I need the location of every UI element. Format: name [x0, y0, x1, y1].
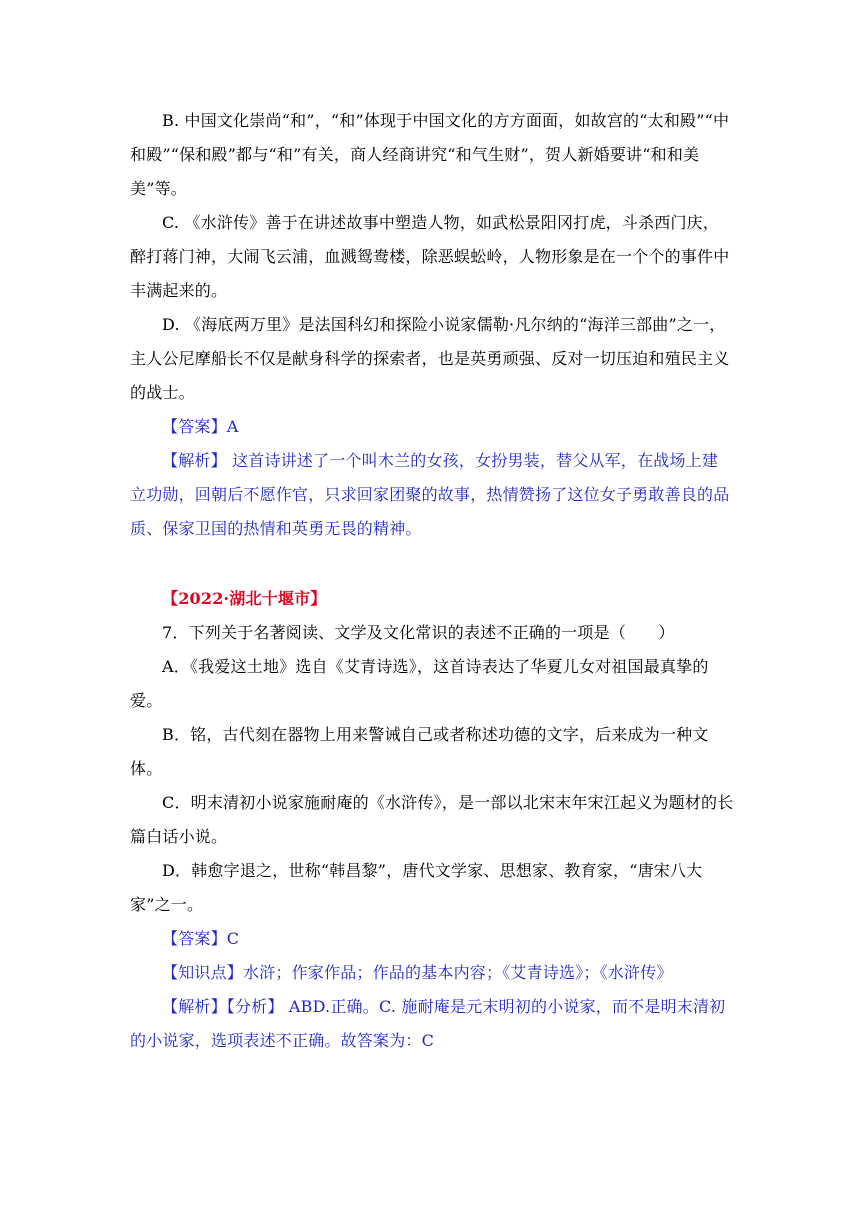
question-analysis-text: 【解析】【分析】 ABD.正确。C. 施耐庵是元末明初的小说家，而不是明末清初的小说家，选项表述不正确。故答案为：C	[130, 997, 726, 1050]
question-answer-line: 【答案】C	[162, 929, 240, 948]
knowledge-points: 【知识点】水浒；作家作品；作品的基本内容；《艾青诗选》；《水浒传》	[162, 963, 673, 982]
question-option-d: D．韩愈字退之，世称“韩昌黎”，唐代文学家、思想家、教育家，“唐宋八大家”之一。	[130, 861, 703, 914]
question-option-c: C．明末清初小说家施耐庵的《水浒传》，是一部以北宋末年宋江起义为题材的长篇白话小说。	[130, 793, 734, 846]
option-d-text: D. 《海底两万里》是法国科幻和探险小说家儒勒·凡尔纳的“海洋三部曲”之一，主人公尼摩船长不仅是献身科学的探索者，也是英勇顽强、反对一切压迫和殖民主义的战士。	[130, 315, 730, 402]
question-option-a: A．《我爱这土地》选自《艾青诗选》，这首诗表达了华夏儿女对祖国最真挚的爱。	[130, 657, 709, 710]
document-content	[130, 104, 734, 1058]
analysis-text: 【解析】 这首诗讲述了一个叫木兰的女孩，女扮男装，替父从军，在战场上建立功勋，回朝后不愿作官，只求回家团聚的故事，热情赞扬了这位女子勇敢善良的品质、保家卫国的热情和英勇无畏的精神。	[130, 451, 730, 538]
question-stem: 7．下列关于名著阅读、文学及文化常识的表述不正确的一项是（ ）	[162, 623, 675, 642]
option-b-text: B. 中国文化崇尚“和”，“和”体现于中国文化的方方面面，如故宫的“太和殿”“中和殿”“保和殿”都与“和”有关，商人经商讲究“和气生财”，贺人新婚要讲“和和美美”等。	[130, 111, 730, 198]
question-option-b: B．铭，古代刻在器物上用来警诫自己或者称述功德的文字，后来成为一种文体。	[130, 725, 709, 778]
option-c-text: C. 《水浒传》善于在讲述故事中塑造人物，如武松景阳冈打虎，斗杀西门庆，醉打蒋门神，大闹飞云浦，血溅鸳鸯楼，除恶蜈蚣岭，人物形象是在一个个的事件中丰满起来的。	[130, 213, 730, 300]
section-gap	[130, 546, 734, 582]
question-source-tag: 【2022·湖北十堰市】	[162, 589, 327, 608]
answer-line: 【答案】A	[162, 417, 239, 436]
